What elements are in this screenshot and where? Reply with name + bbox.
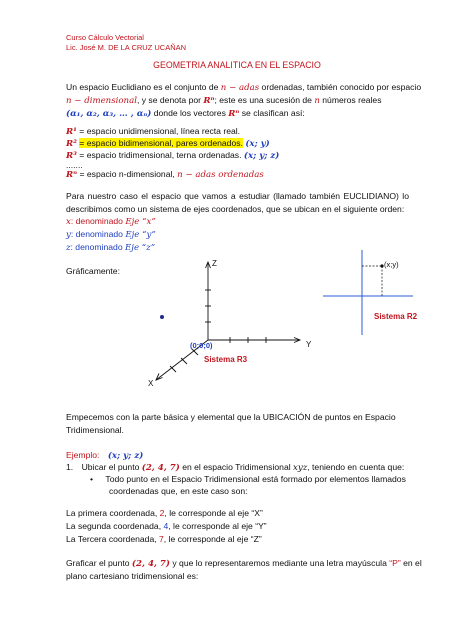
point-label: (x;y): [384, 260, 399, 269]
para-line-2: describimos como un sistema de ejes coordenados, que se ubican en el siguiente orden:: [66, 204, 405, 214]
diagram-3d: [140, 250, 320, 395]
axis-z-definition: z: denominado Eje “z”: [66, 242, 156, 253]
example-item-1: 1. Ubicar el punto (2, 4, 7) en el espacio Tridimensional xyz, teniendo en cuenta que:: [66, 462, 405, 473]
bullet-point: • Todo punto en el Espacio Tridimensional está formado por elementos llamados: [90, 474, 406, 484]
list-item: R¹ = espacio unidimensional, línea recta real.: [66, 126, 241, 137]
x-label: X: [148, 379, 154, 388]
closing-line-2: Tridimensional.: [66, 425, 124, 435]
y-label: Y: [306, 340, 312, 349]
para-line-1: Para nuestro caso el espacio que vamos a estudiar (llamado también EUCLIDIANO) lo: [66, 191, 409, 201]
diagram-2d: [318, 245, 418, 340]
intro-line-1: Un espacio Euclidiano es el conjunto de n − adas ordenadas, también conocido por espacio: [66, 82, 422, 93]
graph-instruction-line-2: plano cartesiano tridimensional es:: [66, 571, 199, 581]
page-title: GEOMETRIA ANALITICA EN EL ESPACIO: [153, 60, 321, 70]
origin-label: (0;0;0): [190, 341, 213, 350]
axis-x-definition: x: denominado Eje “x”: [66, 216, 156, 227]
graph-instruction-line-1: Graficar el punto (2, 4, 7) y que lo representaremos mediante una letra mayúscula “P” en el: [66, 558, 422, 569]
sistema-r2-caption: Sistema R2: [374, 312, 418, 321]
list-item: R³ = espacio tridimensional, terna ordenadas. (x; y; z): [66, 150, 280, 161]
closing-line-1: Empecemos con la parte básica y elemental que la UBICACIÓN de puntos en Espacio: [66, 412, 396, 422]
list-item: .......: [66, 160, 83, 170]
axis-y-definition: y: denominado Eje “y”: [66, 229, 156, 240]
z-label: Z: [212, 259, 217, 268]
coord-line: La segunda coordenada, 4, le corresponde al eje “Y”: [66, 521, 267, 531]
graficamente-label: Gráficamente:: [66, 266, 120, 276]
intro-line-3: (α₁, α₂, α₃, … , αₙ) donde los vectores Rⁿ se clasifican así:: [66, 108, 305, 119]
intro-line-2: n − dimensional, y se denota por Rⁿ; este es una sucesión de n números reales: [66, 95, 382, 106]
course-name: Curso Cálculo Vectorial: [66, 33, 144, 42]
coord-line: La primera coordenada, 2, le corresponde al eje “X”: [66, 508, 263, 518]
bullet-line-2: coordenadas que, en este caso son:: [109, 486, 248, 496]
coord-line: La Tercera coordenada, 7, le corresponde al eje “Z”: [66, 534, 262, 544]
example-heading: Ejemplo: (x; y; z): [66, 450, 144, 461]
list-item: R² = espacio bidimensional, pares ordenados. (x; y): [66, 138, 270, 149]
bullet-icon: •: [90, 474, 94, 484]
author-name: Lic. José M. DE LA CRUZ UCAÑAN: [66, 43, 187, 52]
list-item: Rⁿ = espacio n-dimensional, n − adas ordenadas: [66, 169, 264, 180]
point-marker: [160, 315, 164, 319]
sistema-r3-caption: Sistema R3: [204, 355, 248, 364]
